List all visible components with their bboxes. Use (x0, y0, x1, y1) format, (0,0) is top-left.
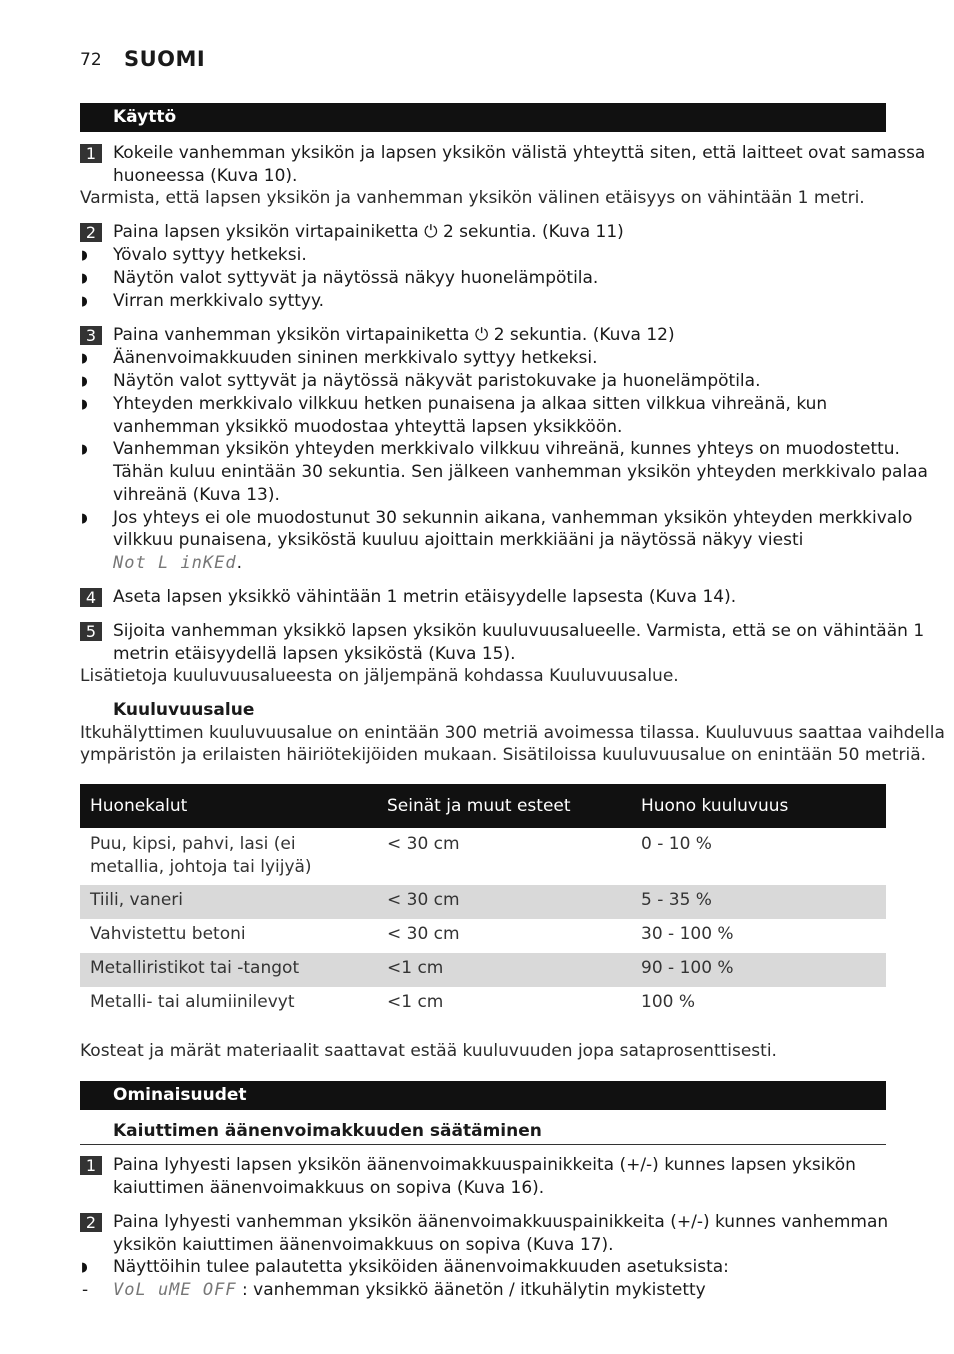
dash-text: : vanhemman yksikkö äänetön / itkuhälytin mykistetty (236, 1280, 706, 1300)
section-title: Ominaisuudet (113, 1085, 247, 1105)
table-cell: Metalli- tai alumiinilevyt (90, 992, 295, 1012)
bullet-text: Vanhemman yksikön yhteyden merkkivalo vilkkuu vihreänä, kunnes yhteys on muodostettu. (113, 439, 900, 459)
step-text: Kokeile vanhemman yksikön ja lapsen yksikön välistä yhteyttä siten, että laitteet ovat samassa (113, 143, 926, 163)
table-cell: Puu, kipsi, pahvi, lasi (ei metallia, johtoja tai lyijyä) (90, 834, 312, 877)
bullet-text: vanhemman yksikkö muodostaa yhteyttä lapsen yksikköön. (113, 417, 623, 437)
bullet-icon: ◗ (81, 397, 88, 412)
bullet-text: Yövalo syttyy hetkeksi. (113, 245, 307, 265)
bullet-icon: ◗ (81, 351, 88, 366)
bullet-text: Äänenvoimakkuuden sininen merkkivalo syttyy hetkeksi. (113, 348, 598, 368)
table-cell: Vahvistettu betoni (90, 924, 246, 944)
table-row (80, 987, 886, 1021)
table-cell: < 30 cm (387, 924, 460, 944)
note-text: Varmista, että lapsen yksikön ja vanhemman yksikön välinen etäisyys on vähintään 1 metri. (80, 188, 865, 208)
table-row (80, 828, 886, 885)
bullet-text: vilkkuu punaisena, yksiköstä kuuluu ajoittain merkkiääni ja näytössä näkyy viesti (113, 530, 804, 550)
section-title: Käyttö (113, 107, 177, 127)
lcd-message-line (113, 552, 242, 575)
section-bar-kaytto (80, 103, 886, 132)
table-cell: < 30 cm (377, 885, 631, 919)
step-text: Paina vanhemman yksikön virtapainiketta ⏻ 2 sekuntia. (Kuva 12) (113, 325, 675, 345)
step-number: 2 (80, 1213, 102, 1232)
subsection-title: Kaiuttimen äänenvoimakkuuden säätäminen (113, 1121, 542, 1141)
bullet-text: vihreänä (Kuva 13). (113, 485, 280, 505)
step-text: kaiuttimen äänenvoimakkuus on sopiva (Kuva 16). (113, 1178, 545, 1198)
step-text: yksikön kaiuttimen äänenvoimakkuus on sopiva (Kuva 17). (113, 1235, 614, 1255)
step-number: 4 (80, 588, 102, 607)
table-row (80, 885, 886, 919)
lcd-message: Not L inKEd (113, 553, 237, 573)
table-cell: Tiili, vaneri (80, 885, 377, 919)
step-text: Aseta lapsen yksikkö vähintään 1 metrin etäisyydelle lapsesta (Kuva 14). (113, 587, 737, 607)
bullet-icon: ◗ (81, 248, 88, 263)
paragraph-text: ympäristön ja erilaisten häiriötekijöiden mukaan. Sisätiloissa kuuluvuusalue on enintään 50 metriä. (80, 745, 927, 765)
table-cell: 90 - 100 % (631, 953, 886, 987)
table-cell: Metalliristikot tai -tangot (80, 953, 377, 987)
range-table (80, 784, 886, 1021)
note-text: Kosteat ja märät materiaalit saattavat estää kuuluvuuden jopa sataprosenttisesti. (80, 1041, 777, 1061)
step-text: Sijoita vanhemman yksikkö lapsen yksikön kuuluvuusalueelle. Varmista, että se on vähintään 1 (113, 621, 925, 641)
bullet-icon: ◗ (81, 442, 88, 457)
section-bar-ominaisuudet (80, 1081, 886, 1110)
language-heading: SUOMI (124, 47, 206, 71)
step-text: Paina lyhyesti vanhemman yksikön äänenvoimakkuuspainikkeita (+/-) kunnes vanhemman (113, 1212, 889, 1232)
column-header: Huonekalut (80, 784, 377, 828)
step-text: metrin etäisyydellä lapsen yksiköstä (Kuva 15). (113, 644, 516, 664)
step-number: 5 (80, 622, 102, 641)
step-number: 3 (80, 326, 102, 345)
bullet-text: Yhteyden merkkivalo vilkkuu hetken punaisena ja alkaa sitten vilkkua vihreänä, kun (113, 394, 828, 414)
bullet-icon: ◗ (81, 511, 88, 526)
punctuation: . (236, 553, 242, 573)
step-number: 2 (80, 223, 102, 242)
step-text: Paina lapsen yksikön virtapainiketta ⏻ 2 sekuntia. (Kuva 11) (113, 222, 624, 242)
table-cell: <1 cm (387, 992, 444, 1012)
lcd-message-line (113, 1279, 706, 1302)
page-number: 72 (80, 50, 102, 70)
step-text: huoneessa (Kuva 10). (113, 166, 298, 186)
table-cell: 0 - 10 % (641, 834, 712, 854)
table-header-row (80, 784, 886, 828)
table-cell: 100 % (641, 992, 696, 1012)
bullet-text: Jos yhteys ei ole muodostunut 30 sekunnin aikana, vanhemman yksikön yhteyden merkkivalo (113, 508, 913, 528)
column-header: Seinät ja muut esteet (377, 784, 631, 828)
subsection-title: Kuuluvuusalue (113, 700, 255, 720)
bullet-icon: ◗ (81, 374, 88, 389)
table-row (80, 919, 886, 953)
step-number: 1 (80, 1156, 102, 1175)
bullet-icon: ◗ (81, 1260, 88, 1275)
lcd-message: VoL uME OFF (113, 1280, 237, 1300)
table-row (80, 953, 886, 987)
table-cell: < 30 cm (387, 834, 460, 854)
note-text: Lisätietoja kuuluvuusalueesta on jäljempänä kohdassa Kuuluvuusalue. (80, 666, 679, 686)
bullet-text: Tähän kuluu enintään 30 sekuntia. Sen jälkeen vanhemman yksikön yhteyden merkkivalo palaa (113, 462, 928, 482)
table-cell: 5 - 35 % (631, 885, 886, 919)
column-header: Huono kuuluvuus (631, 784, 886, 828)
bullet-text: Virran merkkivalo syttyy. (113, 291, 325, 311)
step-number: 1 (80, 144, 102, 163)
step-text: Paina lyhyesti lapsen yksikön äänenvoimakkuuspainikkeita (+/-) kunnes lapsen yksikön (113, 1155, 856, 1175)
divider (80, 1144, 886, 1145)
table-cell: <1 cm (377, 953, 631, 987)
bullet-text: Näytön valot syttyvät ja näytössä näkyy huonelämpötila. (113, 268, 599, 288)
bullet-icon: ◗ (81, 294, 88, 309)
table-cell: 30 - 100 % (641, 924, 734, 944)
bullet-text: Näyttöihin tulee palautetta yksiköiden äänenvoimakkuuden asetuksista: (113, 1257, 729, 1277)
paragraph-text: Itkuhälyttimen kuuluvuusalue on enintään 300 metriä avoimessa tilassa. Kuuluvuus saattaa vaihdella (80, 723, 945, 743)
dash-marker: - (82, 1280, 89, 1300)
bullet-text: Näytön valot syttyvät ja näytössä näkyvät paristokuvake ja huonelämpötila. (113, 371, 761, 391)
bullet-icon: ◗ (81, 271, 88, 286)
